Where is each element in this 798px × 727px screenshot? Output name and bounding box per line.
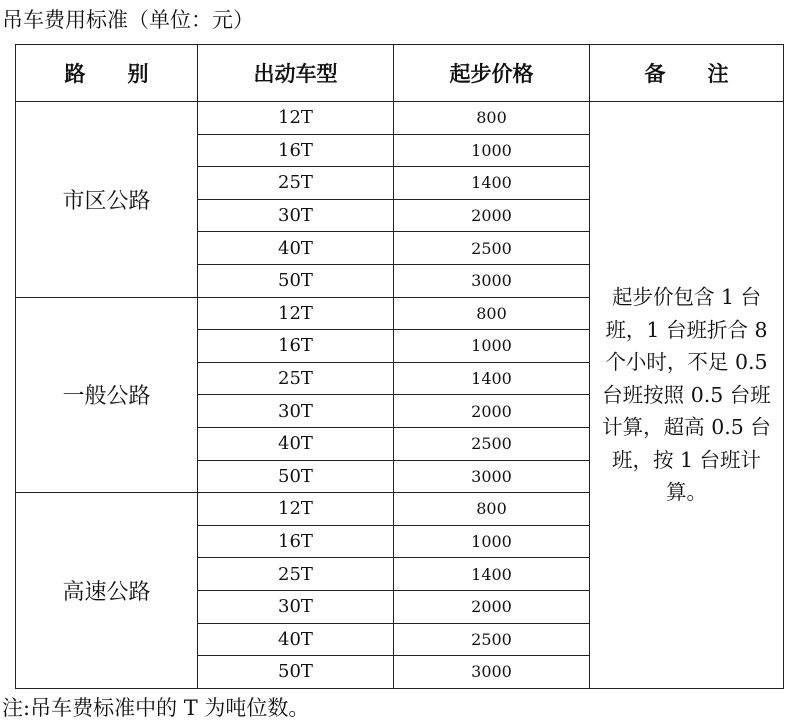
price-cell: 1400 (394, 362, 590, 395)
vehicle-cell: 12T (198, 102, 394, 135)
vehicle-cell: 50T (198, 460, 394, 493)
road-type-cell: 高速公路 (16, 493, 198, 689)
vehicle-cell: 40T (198, 623, 394, 656)
vehicle-cell: 30T (198, 590, 394, 623)
price-cell: 1000 (394, 330, 590, 363)
vehicle-cell: 40T (198, 232, 394, 265)
price-cell: 3000 (394, 460, 590, 493)
header-vehicle-type: 出动车型 (198, 45, 394, 102)
vehicle-cell: 30T (198, 199, 394, 232)
header-starting-price: 起步价格 (394, 45, 590, 102)
price-cell: 3000 (394, 264, 590, 297)
road-type-cell: 市区公路 (16, 102, 198, 298)
vehicle-cell: 30T (198, 395, 394, 428)
vehicle-cell: 16T (198, 330, 394, 363)
price-cell: 800 (394, 493, 590, 526)
road-type-cell: 一般公路 (16, 297, 198, 493)
table-header-row (16, 45, 784, 102)
vehicle-cell: 25T (198, 558, 394, 591)
price-cell: 2000 (394, 199, 590, 232)
vehicle-cell: 25T (198, 362, 394, 395)
vehicle-cell: 12T (198, 297, 394, 330)
price-cell: 800 (394, 297, 590, 330)
vehicle-cell: 16T (198, 134, 394, 167)
price-cell: 2500 (394, 232, 590, 265)
table-row (16, 102, 784, 135)
price-cell: 1400 (394, 167, 590, 200)
remark-cell: 起步价包含 1 台班，1 台班折合 8 个小时，不足 0.5 台班按照 0.5 台班计算，超高 0.5 台班，按 1 台班计算。 (590, 102, 784, 689)
price-cell: 2000 (394, 395, 590, 428)
vehicle-cell: 40T (198, 427, 394, 460)
vehicle-cell: 12T (198, 493, 394, 526)
header-road-type: 路 别 (16, 45, 198, 102)
vehicle-cell: 50T (198, 264, 394, 297)
vehicle-cell: 25T (198, 167, 394, 200)
price-cell: 1400 (394, 558, 590, 591)
vehicle-cell: 50T (198, 656, 394, 689)
price-cell: 1000 (394, 525, 590, 558)
price-cell: 800 (394, 102, 590, 135)
price-cell: 3000 (394, 656, 590, 689)
vehicle-cell: 16T (198, 525, 394, 558)
price-cell: 2000 (394, 590, 590, 623)
price-cell: 2500 (394, 427, 590, 460)
price-cell: 2500 (394, 623, 590, 656)
crane-fee-table (15, 44, 784, 689)
header-remarks: 备 注 (590, 45, 784, 102)
price-cell: 1000 (394, 134, 590, 167)
footnote: 注:吊车费标准中的 T 为吨位数。 (2, 696, 310, 720)
table-caption: 吊车费用标准（单位：元） (2, 8, 254, 32)
